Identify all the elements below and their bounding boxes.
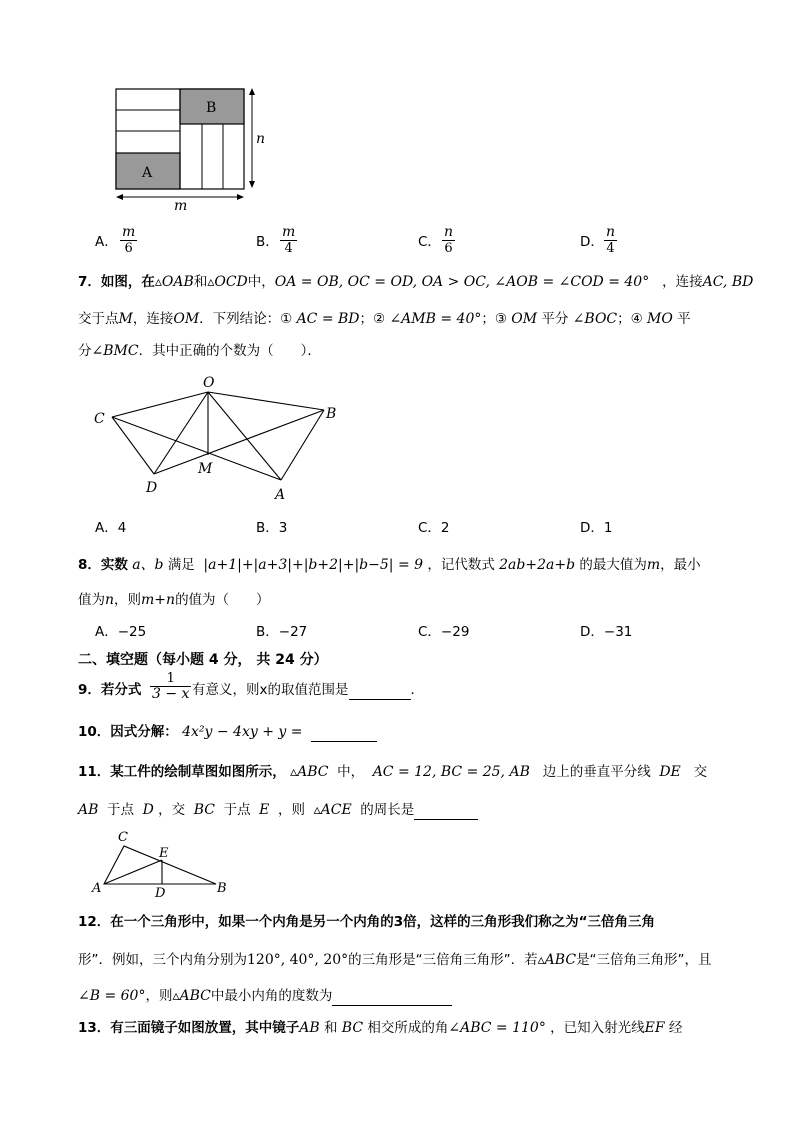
- fig7-label-a: A: [275, 487, 286, 503]
- q11-line-1: 11．某工件的绘制草图如图所示， ▵ABC 中， AC = 12, BC = 25, AB 边上的垂直平分线 DE 交: [78, 764, 708, 780]
- q12-line-1: 12．在一个三角形中，如果一个内角是另一个内角的3倍，这样的三角形我们称之为“三倍角三角: [78, 914, 656, 930]
- q7-choice-b: B．3: [256, 520, 288, 536]
- q10-line: 10．因式分解： 4x²y − 4xy + y =: [78, 722, 377, 742]
- q6-rectangle-figure: [100, 80, 280, 215]
- q9-answer-blank: [349, 685, 411, 700]
- fig7-label-o: O: [203, 375, 215, 391]
- q9-fraction: $\frac{1}{3 - x}$: [152, 671, 190, 702]
- q6-choice-a-letter: A．: [95, 234, 118, 250]
- q7-line-3: 分∠BMC．其中正确的个数为（ ）．: [78, 343, 321, 359]
- q6-choice-b-letter: B．: [256, 234, 279, 250]
- fig11-label-c: C: [118, 830, 128, 845]
- q6-choice-d-letter: D．: [580, 234, 604, 250]
- fig7-label-m: M: [198, 461, 213, 477]
- q8-choice-a: A．−25: [95, 624, 147, 640]
- q7-choice-c: C．2: [418, 520, 450, 536]
- q9-text-b: 有意义，则x的取值范围是 ．: [192, 682, 424, 698]
- q12-line-2: 形”．例如，三个内角分别为120°, 40°, 20°的三角形是“三倍角三角形”．若▵ABC是“三倍角三角形”，且: [78, 952, 712, 968]
- label-m: m: [174, 198, 188, 214]
- q6-choice-d-fraction: $\frac{n}{4}$: [606, 224, 616, 256]
- fig11-label-b: B: [217, 881, 227, 896]
- q11-triangle-figure: [90, 826, 240, 898]
- q8-line-1: 8．实数 a、b 满足 |a+1|+|a+3|+|b+2|+|b−5| = 9 ，记代数式 2ab+2a+b 的最大值为m，最小: [78, 557, 701, 573]
- q7-line-2: 交于点M，连接OM．下列结论：① AC = BD；② ∠AMB = 40°；③ OM 平分 ∠BOC；④ MO 平: [78, 311, 691, 327]
- section-2-heading: 二、填空题（每小题 4 分， 共 24 分）: [78, 652, 328, 668]
- q6-choice-c-fraction: $\frac{n}{6}$: [444, 224, 454, 256]
- q6-choice-b-fraction: $\frac{m}{4}$: [282, 224, 296, 256]
- q7-choice-d: D．1: [580, 520, 613, 536]
- q8-line-2: 值为n，则m+n的值为（ ）: [78, 592, 270, 608]
- fig11-label-e: E: [159, 846, 169, 861]
- label-a: A: [142, 165, 153, 181]
- q11-answer-blank: [414, 805, 478, 820]
- label-b: B: [206, 100, 217, 116]
- q9-text-a: 9．若分式: [78, 682, 142, 698]
- q12-answer-blank: [332, 991, 452, 1006]
- q7-geometry-figure: [88, 370, 358, 505]
- q12-line-3: ∠B = 60°，则▵ABC中最小内角的度数为: [78, 986, 452, 1006]
- q8-choice-d: D．−31: [580, 624, 633, 640]
- q10-answer-blank: [311, 727, 377, 742]
- fig11-label-a: A: [92, 881, 102, 896]
- label-n: n: [256, 131, 266, 147]
- fig7-label-d: D: [146, 480, 158, 496]
- q7-line-1: 7．如图，在▵OAB和▵OCD中，OA = OB, OC = OD, OA > OC, ∠AOB = ∠COD = 40° ，连接AC, BD: [78, 274, 754, 290]
- q6-choice-a-fraction: $\frac{m}{6}$: [122, 224, 136, 256]
- q8-choice-c: C．−29: [418, 624, 470, 640]
- fig11-label-d: D: [155, 886, 166, 898]
- q6-choice-c-letter: C．: [418, 234, 441, 250]
- fig7-label-c: C: [94, 411, 105, 427]
- q13-line-1: 13．有三面镜子如图放置，其中镜子AB 和 BC 相交所成的角∠ABC = 110° ，已知入射光线EF 经: [78, 1020, 683, 1036]
- fig7-label-b: B: [326, 406, 337, 422]
- q11-line-2: AB 于点 D ，交 BC 于点 E ，则 ▵ACE 的周长是: [78, 800, 478, 820]
- q8-choice-b: B．−27: [256, 624, 308, 640]
- q7-choice-a: A．4: [95, 520, 127, 536]
